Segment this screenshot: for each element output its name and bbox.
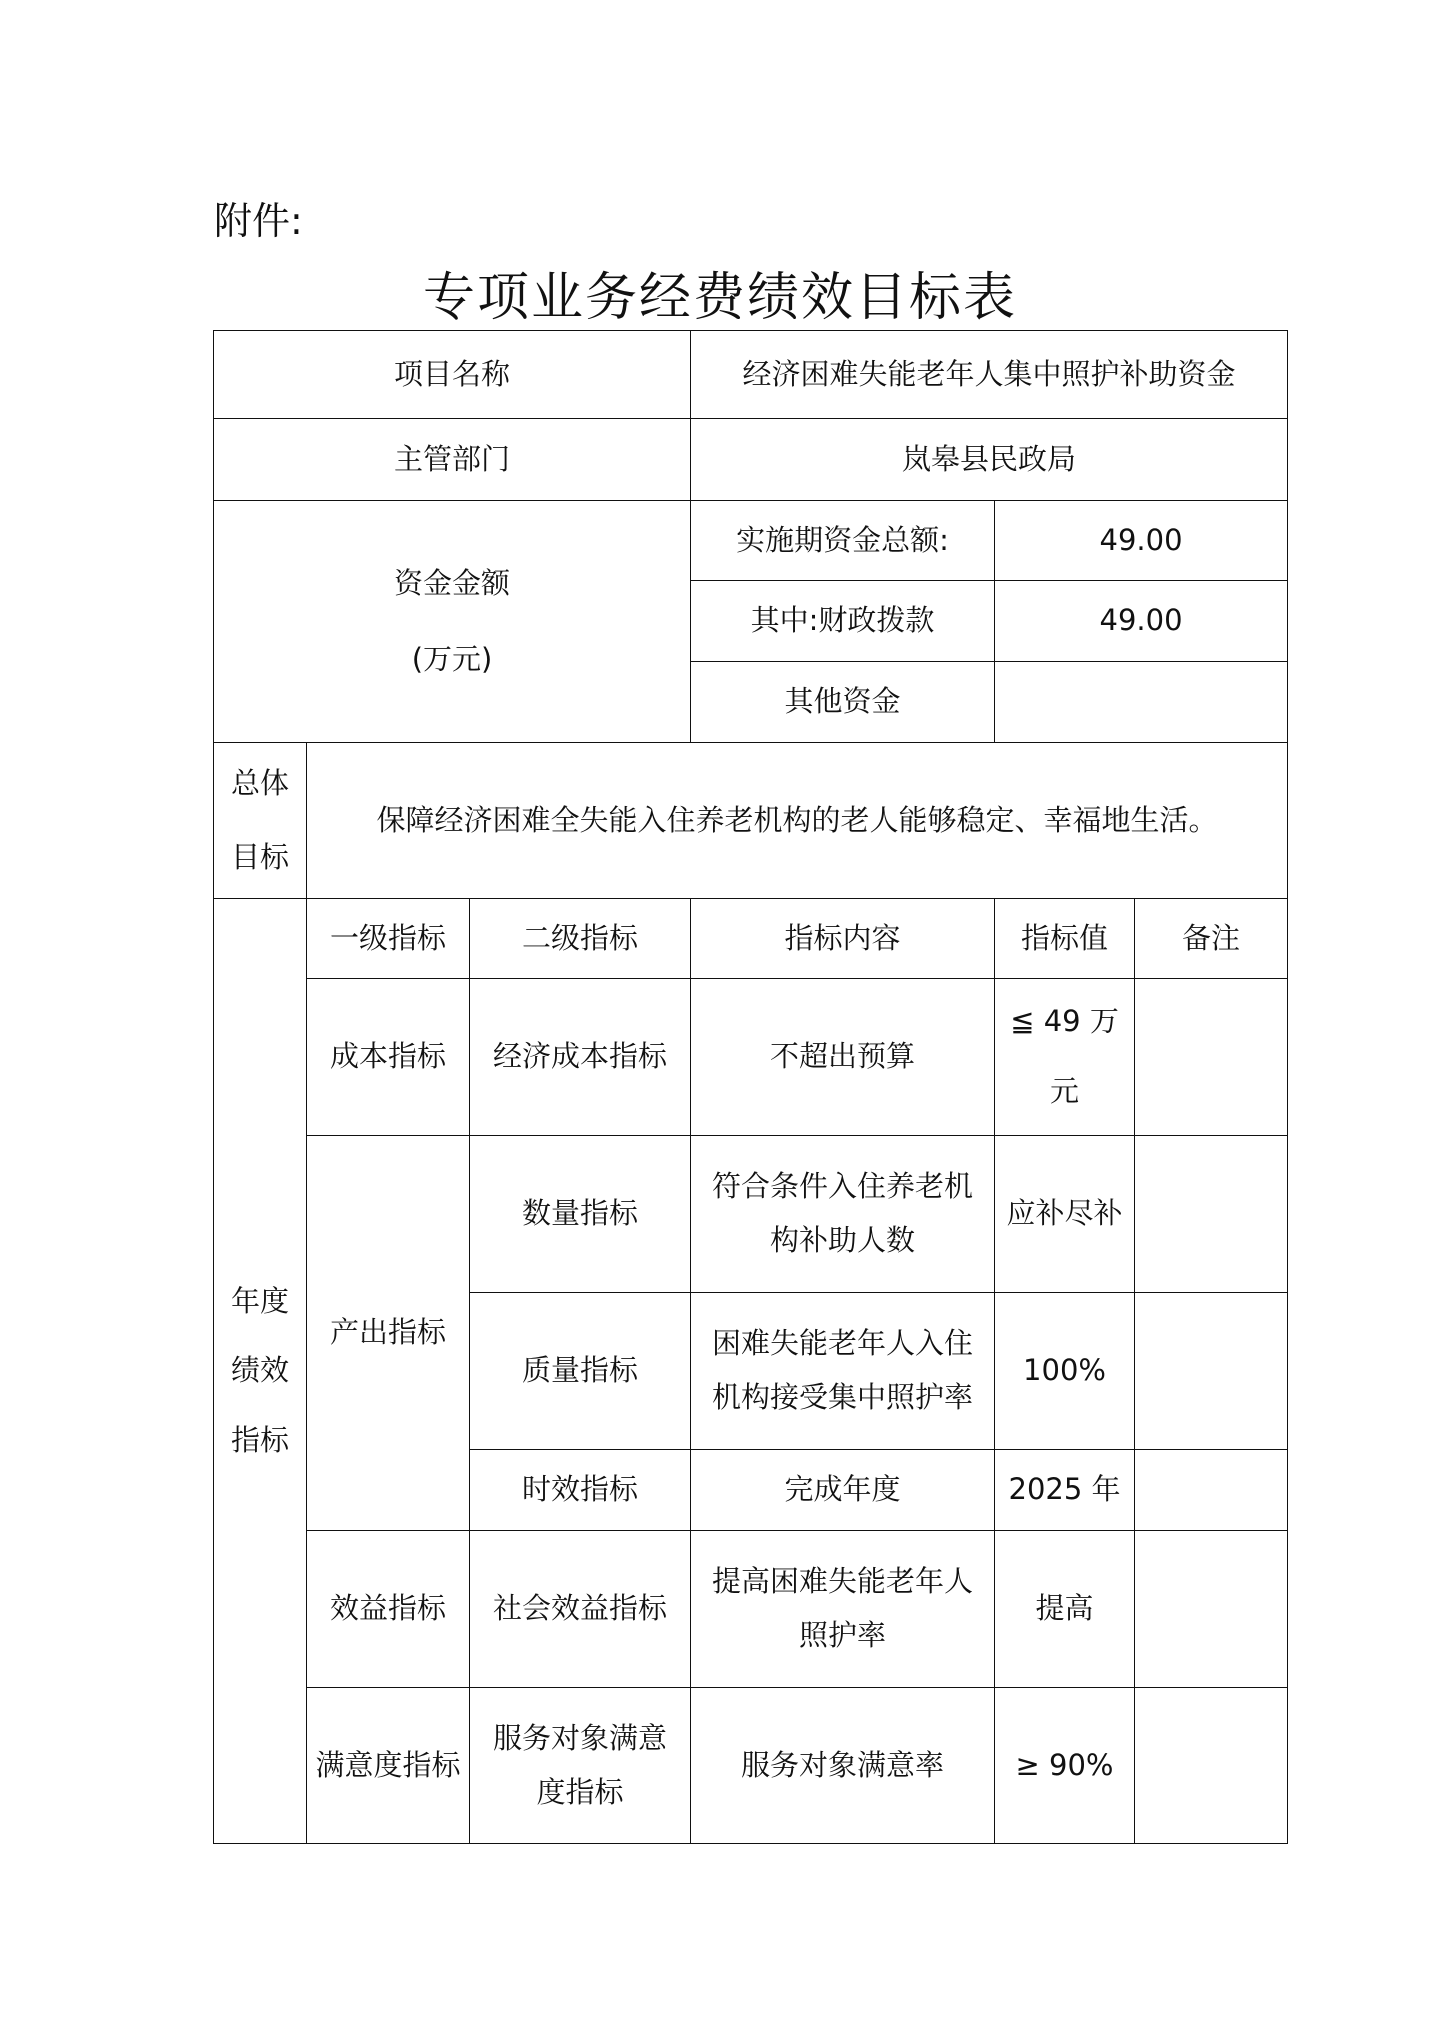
output-level1: 产出指标	[307, 1136, 470, 1531]
satisfaction-level2-line1: 服务对象满意	[493, 1720, 668, 1755]
funds-label-line2: (万元)	[411, 641, 493, 676]
other-funds-label: 其他资金	[691, 662, 995, 743]
annual-label-line2: 绩效	[230, 1353, 289, 1388]
benefit-remark	[1135, 1531, 1288, 1688]
department-label: 主管部门	[214, 419, 691, 501]
quality-content	[691, 1293, 995, 1450]
satisfaction-value: ≥ 90%	[995, 1688, 1135, 1844]
fiscal-funds-value: 49.00	[995, 581, 1288, 662]
quantity-remark	[1135, 1136, 1288, 1293]
satisfaction-remark	[1135, 1688, 1288, 1844]
satisfaction-level2-line2: 度指标	[536, 1774, 624, 1809]
cost-value	[995, 979, 1135, 1136]
benefit-content-line1: 提高困难失能老年人	[712, 1564, 974, 1599]
annual-label-line1: 年度	[230, 1283, 289, 1318]
cost-level2: 经济成本指标	[470, 979, 691, 1136]
quantity-content-line2: 构补助人数	[770, 1223, 916, 1257]
quantity-content-line1: 符合条件入住养老机	[712, 1169, 974, 1204]
total-funds-label: 实施期资金总额:	[691, 501, 995, 581]
funds-label	[214, 501, 691, 743]
timeliness-content: 完成年度	[691, 1450, 995, 1531]
benefit-level2: 社会效益指标	[470, 1531, 691, 1688]
quality-value: 100%	[995, 1293, 1135, 1450]
quality-level2: 质量指标	[470, 1293, 691, 1450]
quantity-value: 应补尽补	[995, 1136, 1135, 1293]
fiscal-funds-label: 其中:财政拨款	[691, 581, 995, 662]
quality-content-line2: 机构接受集中照护率	[712, 1380, 974, 1414]
department-value: 岚皋县民政局	[691, 419, 1288, 501]
quality-remark	[1135, 1293, 1288, 1450]
overall-goal-label	[214, 743, 307, 899]
header-level2: 二级指标	[470, 899, 691, 979]
cost-value-line2: 元	[1050, 1074, 1080, 1108]
quantity-content	[691, 1136, 995, 1293]
quantity-level2: 数量指标	[470, 1136, 691, 1293]
cost-value-line1: ≦ 49 万	[1010, 1004, 1119, 1039]
cost-remark	[1135, 979, 1288, 1136]
header-value: 指标值	[995, 899, 1135, 979]
quality-content-line1: 困难失能老年人入住	[712, 1326, 974, 1361]
annual-label-line3: 指标	[230, 1422, 289, 1457]
timeliness-remark	[1135, 1450, 1288, 1531]
satisfaction-content: 服务对象满意率	[691, 1688, 995, 1844]
satisfaction-level2	[470, 1688, 691, 1844]
total-funds-value: 49.00	[995, 501, 1288, 581]
timeliness-value: 2025 年	[995, 1450, 1135, 1531]
attachment-label: 附件:	[214, 199, 303, 243]
overall-goal-label-line1: 总体	[230, 765, 289, 800]
cost-level1: 成本指标	[307, 979, 470, 1136]
header-content: 指标内容	[691, 899, 995, 979]
other-funds-value	[995, 662, 1288, 743]
benefit-content	[691, 1531, 995, 1688]
benefit-value: 提高	[995, 1531, 1135, 1688]
overall-goal-text: 保障经济困难全失能入住养老机构的老人能够稳定、幸福地生活。	[307, 743, 1288, 899]
project-name-value: 经济困难失能老年人集中照护补助资金	[691, 331, 1288, 419]
satisfaction-level1: 满意度指标	[307, 1688, 470, 1844]
project-name-label: 项目名称	[214, 331, 691, 419]
page-title: 专项业务经费绩效目标表	[422, 268, 1017, 328]
benefit-content-line2: 照护率	[799, 1618, 887, 1652]
overall-goal-label-line2: 目标	[230, 839, 289, 874]
header-remark: 备注	[1135, 899, 1288, 979]
funds-label-line1: 资金金额	[394, 565, 511, 600]
timeliness-level2: 时效指标	[470, 1450, 691, 1531]
cost-content: 不超出预算	[691, 979, 995, 1136]
header-level1: 一级指标	[307, 899, 470, 979]
annual-indicators-label	[214, 899, 307, 1844]
performance-target-table	[213, 330, 1288, 1844]
benefit-level1: 效益指标	[307, 1531, 470, 1688]
